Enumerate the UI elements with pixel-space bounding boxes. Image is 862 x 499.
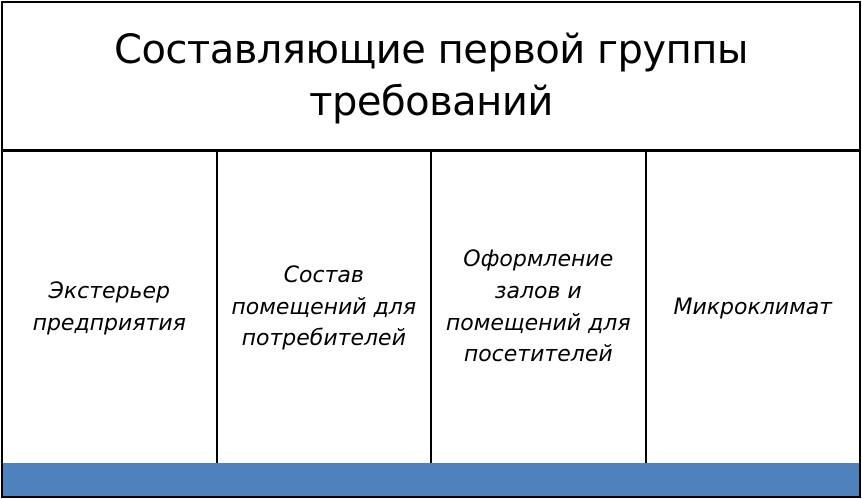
footer-bar [1,463,861,498]
component-label: Состав помещений для потребителей [231,262,417,352]
component-label: Экстерьер предприятия [32,278,186,336]
component-cell-halls-design [430,150,647,465]
component-cell-exterior [1,150,218,465]
header-box [1,1,861,151]
components-row [1,150,861,465]
component-cell-rooms [216,150,433,465]
component-label: Оформление залов и помещений для посетителей [445,246,631,368]
component-cell-microclimate [645,150,862,465]
component-label: Микроклимат [673,294,833,320]
diagram-title: Составляющие первой группы требований [114,27,748,125]
